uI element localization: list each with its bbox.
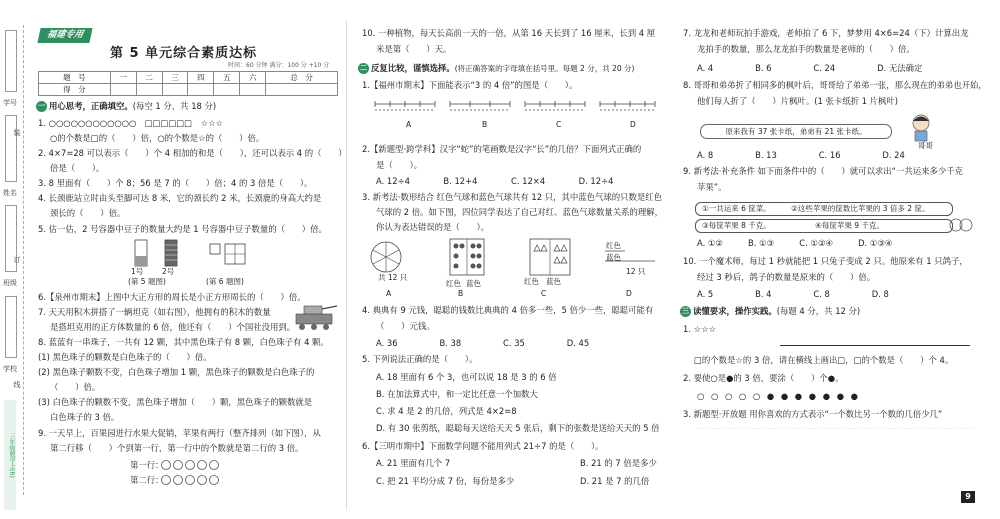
section-2-note: (将正确答案的字母填在括号里。每题 2 分，共 20 分) — [454, 64, 635, 73]
condition-4: ④每筐苹果 9 千克。 — [815, 221, 884, 230]
question-line: 9. 新考法·补充条件 如下面条件中的（ ）就可以求出“一共运来多少千克 — [683, 166, 963, 176]
question-line: 7. 天天用积木拼搭了一辆坦克（如右图），他拥有的积木的数量 — [38, 307, 271, 317]
question-line: 5. 下列说法正确的是（ ）。 — [362, 354, 478, 364]
condition-row-2 — [695, 219, 953, 233]
name-box — [5, 115, 17, 182]
q1-bar-figures — [370, 94, 660, 128]
question-line: 气球的 2 倍。如下图，四位同学表达了自己对红、蓝色气球数量关系的理解， — [376, 207, 664, 217]
q3-option-c[interactable]: C — [541, 289, 547, 298]
question-line: (3) 白色珠子的颗数不变，黑色珠子增加（ ）颗，黑色珠子的颗数就是 — [38, 397, 313, 407]
q6-option[interactable]: C. 把 21 平均分成 7 份，每份是多少 — [376, 476, 515, 486]
q3-option-b[interactable]: B — [458, 289, 464, 298]
q8-options: A. 8 B. 13 C. 16 D. 24 — [697, 150, 905, 160]
question-line: 经过 3 秒后，鸽子的数量是原来的（ ）倍。 — [697, 272, 876, 282]
question-line: 你认为表达错误的是（ ）。 — [376, 222, 490, 232]
question-line: 他们每人折了（ ）片枫叶。(1 张卡纸折 1 片枫叶) — [697, 96, 899, 106]
score-cell: 五 — [214, 72, 240, 84]
question-line: 龙拍手的数量，那么龙龙拍手的数量是老师的（ ）倍。 — [697, 44, 915, 54]
question-line: 6.【泉州市期末】上图中大正方形的周长是小正方形周长的（ ）倍。 — [38, 292, 306, 302]
question-line: 1.【福州市期末】下面能表示“3 的 4 倍”的图是（ ）。 — [362, 80, 578, 90]
speech-bubble: 原来我有 37 张卡纸，弟弟有 21 张卡纸。 — [700, 124, 892, 139]
page-title: 第 5 单元综合素质达标 — [110, 46, 258, 61]
question-line: 10. 一个魔术师，每过 1 秒就能把 1 只兔子变成 2 只。他原来有 1 只鸽子， — [683, 256, 968, 266]
circle-row: ○ ○ ○ ○ ○ ● ● ● ● ● ● ● — [697, 391, 860, 401]
q5-option[interactable]: A. 18 里面有 6 个 3，也可以说 18 是 3 的 6 倍 — [376, 372, 557, 382]
question-line: 白色珠子的 3 倍。 — [50, 412, 120, 422]
score-input[interactable] — [266, 84, 338, 96]
q6-option[interactable]: B. 21 的 7 倍是多少 — [580, 458, 657, 468]
question-line: ○的个数是□的（ ）倍，○的个数是☆的（ ）倍。 — [50, 133, 265, 143]
question-line: 第二行移（ ）个到第一行，第一行中的个数就是第二行的 3 倍。 — [50, 443, 304, 453]
binding-char-1: 装 — [13, 129, 21, 137]
question-line: 3. 新考法·数形结合 红色气球和蓝色气球共有 12 只，其中蓝色气球的只数是红色 — [362, 192, 662, 202]
question-line: (1) 黑色珠子的颗数是白色珠子的（ ）倍。 — [38, 352, 212, 362]
section-3-title: 读懂要求，操作实践。 — [693, 306, 777, 316]
score-cell: 一 — [110, 72, 136, 84]
question-line: 米是第（ ）天。 — [376, 44, 452, 54]
margin-label-class: 班级 — [3, 279, 17, 287]
score-input[interactable] — [162, 84, 188, 96]
q1-option-d[interactable]: D — [630, 120, 636, 129]
question-line: 4. 长颈鹿站立时由头至脚可达 8 米，它的颈长约 2 米，长颈鹿的身高大约是 — [38, 193, 322, 203]
score-input[interactable] — [214, 84, 240, 96]
fig-caption-6: (第 6 题图) — [206, 277, 244, 286]
section-3-number: 三 — [682, 307, 689, 315]
condition-3: ③每筐苹果 8 千克。 — [702, 221, 771, 230]
q4-options: A. 36 B. 38 C. 35 D. 45 — [376, 338, 590, 348]
question-line: 2. 要使○是●的 3 倍，要涂（ ）个●。 — [683, 373, 844, 383]
q5-option[interactable]: B. 在加法算式中，和一定比任意一个加数大 — [376, 389, 538, 399]
question-line: 2.【新题型·跨学科】汉字“蛇”的笔画数是汉字“长”的几倍？下面列式正确的 — [362, 144, 642, 154]
margin-label-id: 学号 — [3, 99, 17, 107]
question-line: 8. 哥哥和弟弟折了相同多的枫叶后，哥哥给了弟弟一张，那么现在的弟弟也开始， — [683, 80, 987, 90]
score-cell: 三 — [162, 72, 188, 84]
fig-caption-5: (第 5 题图) — [128, 277, 166, 286]
q3-label: 蓝色 — [606, 253, 621, 262]
section-2-header — [358, 63, 634, 74]
condition-row-1 — [695, 202, 953, 216]
question-line: 4. 典典有 9 元钱，聪聪的钱数比典典的 4 倍多一些，5 倍少一些，聪聪可能有 — [362, 305, 654, 315]
apple-row-1-label: 第一行： — [130, 460, 164, 470]
page-divider — [346, 20, 347, 510]
q1-option-a[interactable]: A — [406, 120, 412, 129]
question-line: 1. ☆☆☆ — [683, 324, 717, 334]
q1-option-c[interactable]: C — [556, 120, 562, 129]
fig-label-container-1: 1号 — [131, 267, 144, 276]
q3-label: 12 只 — [626, 267, 646, 276]
q3-label: 红色 — [606, 241, 621, 250]
q6-option[interactable]: A. 21 里面有几个 7 — [376, 458, 451, 468]
q1-option-b[interactable]: B — [482, 120, 488, 129]
question-line: 是（ ）。 — [376, 160, 423, 170]
question-line: 5. 估一估，2 号容器中豆子的数量大约是 1 号容器中豆子数量的（ ）倍。 — [38, 224, 327, 234]
q3-label: 红色 — [524, 277, 539, 286]
section-1-title: 用心思考，正确填空。 — [49, 101, 133, 111]
section-3-header — [680, 306, 860, 317]
question-line: (2) 黑色珠子颗数不变，白色珠子增加 1 颗，黑色珠子的颗数是白色珠子的 — [38, 367, 315, 377]
q3-label: 共 12 只 — [378, 273, 408, 282]
brand-tag: 福建专用 — [37, 28, 92, 43]
score-input[interactable] — [240, 84, 266, 96]
q3-label: 红色 — [446, 279, 461, 288]
q3-label: 蓝色 — [546, 277, 561, 286]
apple-basket-icon — [948, 213, 974, 235]
binding-dashed-line — [23, 25, 24, 495]
q5-option[interactable]: D. 有 30 张剪纸，聪聪每天送给天天 5 张后，剩下的张数是送给天天的 5 倍 — [376, 423, 660, 433]
q6-option[interactable]: D. 21 是 7 的几倍 — [580, 476, 650, 486]
question-line: 10. 一种植物，每天长高前一天的一倍，从第 16 天长到了 16 厘米，长到 4 厘 — [362, 28, 656, 38]
spine-label: 三年级数学上(R) — [4, 400, 16, 510]
question-line: 7. 龙龙和老师玩拍手游戏，老师拍了 6 下，梦梦用 4×6=24（下）计算出龙 — [683, 28, 969, 38]
question-line: □的个数是☆的 3 倍，请在横线上画出□，□的个数是（ ）个 4。 — [694, 355, 954, 365]
binding-margin — [0, 0, 22, 519]
score-input[interactable] — [136, 84, 162, 96]
fig-label-container-2: 2号 — [162, 267, 175, 276]
question-line: 3. 8 里面有（ ）个 8；56 是 7 的（ ）倍；4 的 3 倍是（ ）。 — [38, 178, 313, 188]
score-cell: 四 — [188, 72, 214, 84]
question-line: 是搭坦克用的正方体数量的 6 倍，他还有（ ）个国社没用到。 — [50, 322, 296, 332]
open-answer-area[interactable] — [697, 428, 972, 489]
apple-rows-figure — [160, 459, 230, 489]
binding-char-3: 线 — [13, 381, 21, 389]
question-line: 苹果”。 — [697, 182, 727, 192]
q3-option-a[interactable]: A — [386, 289, 392, 298]
score-cell: 六 — [240, 72, 266, 84]
apple-row-2-label: 第二行： — [130, 475, 164, 485]
q5-option[interactable]: C. 求 4 是 2 的几倍，列式是 4×2=8 — [376, 406, 517, 416]
q7-options: A. 4 B. 6 C. 24 D. 无法确定 — [697, 63, 923, 73]
question-line: 倍是（ ）。 — [50, 163, 105, 173]
section-3-note: (每题 4 分，共 12 分) — [776, 306, 861, 316]
section-1-header — [36, 101, 216, 112]
school-box — [5, 296, 17, 358]
question-line: 8. 蓝蓝有一串珠子，一共有 12 颗，其中黑色珠子有 8 颗，白色珠子有 4 颗。 — [38, 337, 329, 347]
time-info: 时间：60 分钟 满分：100 分 +10 分 — [228, 62, 330, 69]
score-cell: 题 号 — [39, 72, 111, 84]
question-line: 9. 一天早上，百果园进行水果大促销，苹果有两行（整齐排列（如下图），从 — [38, 428, 321, 438]
section-2-title: 反复比较，谨慎选择。 — [371, 63, 455, 73]
question-line: 6.【三明市期中】下面数学问题不能用列式 21÷7 的是（ ）。 — [362, 441, 604, 451]
student-id-box — [5, 30, 17, 92]
question-line: （ ）倍。 — [50, 382, 101, 392]
question-line: 颈长的（ ）倍。 — [50, 208, 126, 218]
score-cell: 总 分 — [266, 72, 338, 84]
q2-options: A. 12÷4 B. 12+4 C. 12×4 D. 12÷4 — [376, 176, 614, 186]
question-line: （ ）元钱。 — [376, 321, 435, 331]
score-input[interactable] — [110, 84, 136, 96]
drawing-answer-line[interactable] — [780, 345, 970, 346]
condition-2: ②这些苹果的筐数比苹果的 3 倍多 2 筐。 — [791, 204, 930, 213]
section-2-number: 二 — [360, 64, 367, 72]
binding-char-2: 订 — [13, 256, 21, 264]
q3-label: 蓝色 — [466, 279, 481, 288]
speaker-label: 哥哥 — [918, 141, 933, 150]
margin-label-name: 姓名 — [3, 189, 17, 197]
section-1-note: (每空 1 分，共 18 分) — [132, 101, 217, 111]
score-cell: 二 — [136, 72, 162, 84]
margin-label-school: 学校 — [3, 365, 17, 373]
condition-1: ①一共运来 6 筐菜。 — [702, 204, 771, 213]
page-number: 9 — [961, 491, 975, 503]
score-table — [38, 71, 338, 96]
question-line: 1. ○○○○○○○○○○○○ □□□□□□ ☆☆☆ — [38, 118, 224, 128]
q10-options: A. 5 B. 4 C. 8 D. 8 — [697, 289, 889, 299]
question-line: 2. 4×7=28 可以表示（ ）个 4 相加的和是（ ），还可以表示 4 的（ ） — [38, 148, 347, 158]
question-line: 3. 新题型·开放题 用你喜欢的方式表示“一个数比另一个数的几倍少几” — [683, 409, 943, 419]
q3-option-d[interactable]: D — [626, 289, 632, 298]
score-cell: 得 分 — [39, 84, 111, 96]
score-input[interactable] — [188, 84, 214, 96]
tank-figure — [290, 300, 340, 332]
section-1-number: 一 — [38, 102, 45, 110]
q9-options: A. ①② B. ①③ C. ①②④ D. ①③④ — [697, 238, 893, 248]
